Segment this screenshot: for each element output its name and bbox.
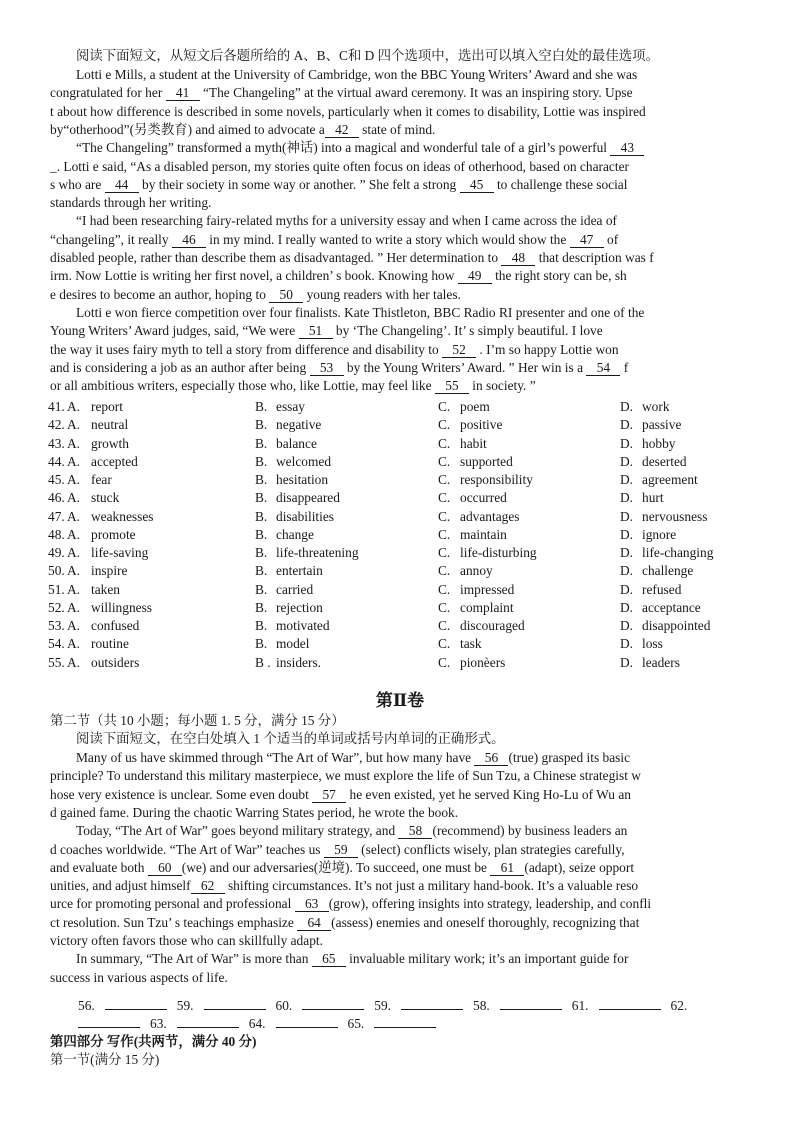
passage-text: ct resolution. Sun Tzu’ s teachings emphasize — [50, 914, 298, 930]
answer-number: 59. — [374, 998, 391, 1013]
blank-58[interactable]: 58 — [398, 824, 432, 839]
option-d-text[interactable]: deserted — [642, 453, 687, 469]
passage-text: or all ambitious writers, especially those who, like Lottie, may feel like — [50, 378, 435, 394]
passage-text: (grow), offering insights into strategy, leadership, and confli — [328, 896, 652, 912]
option-a-text[interactable]: fear — [91, 472, 112, 487]
passage-line — [50, 969, 750, 987]
passage-text: by the Young Writers’ Award. ” Her win is a — [343, 359, 587, 375]
passage-line — [76, 304, 750, 322]
section4-heading: 第四部分 写作(共两节，满分 40 分) — [50, 1034, 257, 1049]
passage-text: of — [603, 231, 619, 247]
option-b-text[interactable]: motivated — [276, 618, 330, 633]
option-a-label[interactable]: A. — [67, 417, 81, 433]
option-c-label[interactable]: C. — [438, 417, 451, 433]
blank-52[interactable]: 52 — [442, 343, 476, 358]
passage-text: (adapt), seize opport — [524, 859, 635, 875]
option-d-label[interactable]: D. — [620, 636, 634, 652]
question-number: 41. — [48, 399, 65, 414]
passage-line — [50, 895, 750, 913]
option-c-label[interactable]: C. — [438, 636, 451, 652]
answer-blank[interactable] — [500, 997, 562, 1010]
option-d-text[interactable]: acceptance — [642, 599, 701, 615]
passage-line — [50, 194, 750, 212]
answer-line-1 — [78, 997, 687, 1015]
option-d-label[interactable]: D. — [620, 417, 634, 433]
option-c-label[interactable]: C. — [438, 472, 451, 487]
passage-text: d gained fame. During the chaotic Warring States period, he wrote the book. — [50, 804, 459, 820]
passage-text: and evaluate both — [50, 859, 148, 875]
passage-text: Lotti e won fierce competition over four finalists. Kate Thistleton, BBC Radio RI presenter and one of the — [76, 304, 645, 320]
answer-number: 60. — [275, 998, 293, 1013]
option-b-text[interactable]: model — [276, 636, 310, 652]
option-a-text[interactable]: report — [91, 399, 123, 414]
section2-instruction: 阅读下面短文，在空白处填入 1 个适当的单词或括号内单词的正确形式。 — [76, 731, 505, 746]
option-c-text[interactable]: advantages — [460, 508, 520, 524]
option-d-text[interactable]: hobby — [642, 435, 676, 451]
option-c-label[interactable]: C. — [438, 581, 451, 597]
option-a-text[interactable]: neutral — [91, 417, 129, 433]
option-b-label[interactable]: B. — [255, 618, 268, 633]
blank-62[interactable]: 62 — [191, 879, 225, 894]
option-c-text[interactable]: responsibility — [460, 472, 533, 487]
passage-text: congratulated for her — [50, 85, 166, 101]
section1-instruction: 阅读下面短文，从短文后各题所给的 A、B、C和 D 四个选项中，选出可以填入空白处的最佳选项。 — [76, 48, 659, 63]
option-c-text[interactable]: task — [460, 636, 482, 652]
passage-line — [50, 859, 750, 877]
option-c-text[interactable]: impressed — [460, 581, 515, 597]
passage-text: invaluable military work; it’s an important guide for — [345, 951, 629, 967]
option-d-label[interactable]: D. — [620, 599, 634, 615]
passage-text: in society. ” — [468, 378, 536, 394]
passage-text: that description was f — [535, 250, 654, 265]
option-c-text[interactable]: habit — [460, 435, 487, 451]
option-d-label[interactable]: D. — [620, 508, 634, 524]
passage-line — [50, 877, 750, 895]
option-a-text[interactable]: growth — [91, 435, 129, 451]
blank-45[interactable]: 45 — [460, 178, 494, 193]
passage-text: “The Changeling” at the virtual award ceremony. It was an inspiring story. Upse — [199, 85, 633, 101]
option-b-label[interactable]: B. — [255, 399, 268, 414]
option-a-text[interactable]: inspire — [91, 563, 128, 579]
passage-text: “I had been researching fairy-related myths for a university essay and when I came across the idea of — [76, 213, 617, 229]
passage-line — [50, 158, 750, 176]
passage-line — [50, 231, 750, 249]
option-d-text[interactable]: passive — [642, 417, 682, 433]
option-c-text[interactable]: positive — [460, 417, 503, 433]
answer-blank[interactable] — [177, 1015, 239, 1028]
passage-text: (select) conflicts wisely, plan strategies carefully, — [357, 841, 625, 857]
option-b-label[interactable]: B. — [255, 490, 268, 506]
answer-number: 61. — [571, 998, 589, 1013]
option-a-text[interactable]: life-saving — [91, 545, 149, 560]
option-a-text[interactable]: accepted — [91, 453, 138, 469]
passage-line — [50, 914, 750, 932]
option-a-label[interactable]: A. — [67, 599, 81, 615]
blank-55[interactable]: 55 — [435, 379, 469, 394]
option-b-text[interactable]: balance — [276, 435, 317, 451]
option-d-text[interactable]: disappointed — [642, 618, 711, 633]
option-d-text[interactable]: work — [642, 399, 670, 414]
passage-text: standards through her writing. — [50, 195, 212, 211]
blank-47[interactable]: 47 — [570, 233, 604, 248]
passage-line — [50, 767, 750, 785]
question-number: 49. — [48, 545, 65, 560]
passage-text: hose very existence is unclear. Some even doubt — [50, 786, 313, 802]
passage-line — [50, 121, 750, 139]
option-a-label[interactable]: A. — [67, 508, 81, 524]
passage-text: shifting circumstances. It’s not just a military hand-book. It’s a valuable reso — [224, 878, 639, 894]
question-number: 50. — [48, 563, 65, 579]
blank-60[interactable]: 60 — [148, 861, 182, 876]
blank-46[interactable]: 46 — [172, 233, 206, 248]
option-b-text[interactable]: welcomed — [276, 453, 332, 469]
passage-text: t about how difference is described in some novels, particularly when it comes to disability, Lottie was inspired — [50, 103, 646, 119]
option-d-label[interactable]: D. — [620, 563, 634, 579]
answer-blank[interactable] — [374, 1015, 436, 1028]
option-a-text[interactable]: outsiders — [91, 654, 140, 670]
question-number: 47. — [48, 508, 65, 524]
option-a-text[interactable]: taken — [91, 581, 120, 597]
option-d-label[interactable]: D. — [620, 453, 634, 469]
passage-line — [50, 804, 750, 822]
blank-41[interactable]: 41 — [166, 86, 200, 101]
passage-text: Lotti e Mills, a student at the University of Cambridge, won the BBC Young Writers’ Award and she was — [76, 67, 638, 82]
question-number: 46. — [48, 490, 65, 506]
question-number: 44. — [48, 453, 65, 469]
option-b-text[interactable]: negative — [276, 417, 322, 433]
passage-line — [76, 822, 750, 840]
passage-line — [50, 359, 750, 377]
passage-text: the way it uses fairy myth to tell a story from difference and disability to — [50, 341, 443, 357]
option-b-label[interactable]: B . — [255, 654, 271, 670]
option-b-text[interactable]: disabilities — [276, 508, 335, 524]
blank-49[interactable]: 49 — [458, 269, 492, 284]
option-d-label[interactable]: D. — [620, 472, 634, 487]
option-d-text[interactable]: nervousness — [642, 508, 708, 524]
passage-text: d coaches worldwide. “The Art of War” teaches us — [50, 841, 324, 857]
option-b-text[interactable]: carried — [276, 581, 314, 597]
option-a-text[interactable]: stuck — [91, 490, 120, 506]
passage-line — [50, 249, 750, 267]
blank-63[interactable]: 63 — [295, 897, 329, 912]
question-number: 52. — [48, 599, 65, 615]
option-c-label[interactable]: C. — [438, 435, 451, 451]
question-number: 54. — [48, 636, 65, 652]
question-number: 53. — [48, 618, 65, 633]
option-c-label[interactable]: C. — [438, 599, 451, 615]
passage-text: (we) and our adversaries(逆境). To succeed, one must be — [181, 859, 491, 875]
passage-text: victory often favors those who can skillfully adapt. — [50, 933, 323, 948]
answer-blank[interactable] — [204, 997, 266, 1010]
option-b-label[interactable]: B. — [255, 581, 268, 597]
passage-line — [76, 950, 750, 968]
option-d-label[interactable]: D. — [620, 490, 634, 506]
passage-text: f — [620, 359, 629, 375]
passage-text: (true) grasped its basic — [508, 750, 631, 765]
option-c-text[interactable]: occurred — [460, 490, 507, 506]
answer-number: 63. — [150, 1016, 167, 1031]
option-a-label[interactable]: A. — [67, 618, 81, 633]
blank-56[interactable]: 56 — [474, 751, 508, 766]
option-c-label[interactable]: C. — [438, 545, 451, 560]
option-c-label[interactable]: C. — [438, 508, 451, 524]
passage-line — [76, 212, 750, 230]
passage-text: disabled people, rather than describe them as disadvantaged. ” Her determination to — [50, 250, 502, 265]
passage-text: by ‘The Changeling’. It’ s simply beautiful. I love — [332, 323, 603, 339]
option-a-label[interactable]: A. — [67, 472, 81, 487]
blank-48[interactable]: 48 — [501, 251, 535, 266]
option-a-text[interactable]: promote — [91, 526, 136, 542]
option-d-label[interactable]: D. — [620, 435, 634, 451]
option-d-label[interactable]: D. — [620, 545, 634, 560]
option-b-label[interactable]: B. — [255, 636, 268, 652]
passage-text: young readers with her tales. — [303, 286, 461, 302]
blank-65[interactable]: 65 — [312, 952, 346, 967]
passage-text: the right story can be, sh — [491, 268, 627, 284]
passage-text: and is considering a job as an author after being — [50, 359, 310, 375]
answer-blank[interactable] — [599, 997, 661, 1010]
passage-text: he even existed, yet he served King Ho-Lu of Wu an — [346, 786, 631, 802]
passage-text: (assess) enemies and oneself thoroughly, recognizing that — [331, 914, 640, 930]
option-a-label[interactable]: A. — [67, 526, 81, 542]
passage-text: state of mind. — [358, 121, 436, 137]
passage-text: _. Lotti e said, “As a disabled person, my stories quite often focus on ideas of otherhood, based on character — [50, 158, 629, 174]
option-b-text[interactable]: entertain — [276, 563, 323, 579]
option-c-text[interactable]: pionèers — [460, 654, 506, 670]
passage-line — [76, 139, 750, 157]
passage-line — [50, 932, 750, 950]
option-b-text[interactable]: rejection — [276, 599, 323, 615]
passage-text: “changeling”, it really — [50, 231, 172, 247]
option-c-text[interactable]: life-disturbing — [460, 545, 537, 560]
option-c-text[interactable]: maintain — [460, 526, 507, 542]
passage-line — [50, 103, 750, 121]
option-b-text[interactable]: change — [276, 526, 314, 542]
answer-number: 65. — [347, 1016, 365, 1031]
passage-text: irm. Now Lottie is writing her first novel, a children’ s book. Knowing how — [50, 268, 458, 284]
passage-line — [50, 267, 750, 285]
option-a-text[interactable]: confused — [91, 618, 140, 633]
option-b-label[interactable]: B. — [255, 508, 268, 524]
option-b-label[interactable]: B. — [255, 417, 268, 433]
answer-blank[interactable] — [302, 997, 364, 1010]
option-d-text[interactable]: challenge — [642, 563, 694, 579]
passage-text: “The Changeling” transformed a myth(神话) into a magical and wonderful tale of a girl’s powerful — [76, 140, 611, 156]
option-d-label[interactable]: D. — [620, 526, 634, 542]
option-b-label[interactable]: B. — [255, 545, 268, 560]
blank-43[interactable]: 43 — [610, 141, 644, 156]
passage-line — [76, 749, 750, 767]
question-number: 42. — [48, 417, 65, 433]
option-b-label[interactable]: B. — [255, 435, 268, 451]
question-number: 55. — [48, 654, 65, 670]
blank-50[interactable]: 50 — [269, 288, 303, 303]
option-b-text[interactable]: essay — [276, 399, 306, 414]
option-b-text[interactable]: insiders. — [276, 654, 322, 670]
answer-blank[interactable] — [78, 1015, 140, 1028]
option-c-text[interactable]: poem — [460, 399, 490, 414]
blank-54[interactable]: 54 — [586, 361, 620, 376]
answer-number: 58. — [473, 998, 490, 1013]
question-number: 45. — [48, 472, 65, 487]
answer-number: 62. — [670, 998, 688, 1013]
option-a-label[interactable]: A. — [67, 490, 81, 506]
answer-line-2 — [78, 1015, 446, 1033]
option-c-label[interactable]: C. — [438, 526, 451, 542]
passage-text: Young Writers’ Award judges, said, “We were — [50, 323, 299, 339]
passage-text: by“otherhood”(另类教育) and aimed to advocate a — [50, 121, 325, 137]
option-b-text[interactable]: life-threatening — [276, 545, 359, 560]
option-a-label[interactable]: A. — [67, 636, 81, 652]
passage-line — [50, 84, 750, 102]
option-d-text[interactable]: loss — [642, 636, 663, 652]
option-c-label[interactable]: C. — [438, 618, 451, 633]
answer-number: 64. — [248, 1016, 266, 1031]
option-a-label[interactable]: A. — [67, 654, 81, 670]
option-b-text[interactable]: hesitation — [276, 472, 329, 487]
option-a-label[interactable]: A. — [67, 453, 81, 469]
option-b-label[interactable]: B. — [255, 599, 268, 615]
option-c-text[interactable]: supported — [460, 453, 513, 469]
option-c-label[interactable]: C. — [438, 490, 451, 506]
passage-line — [50, 341, 750, 359]
passage-line — [50, 176, 750, 194]
section2-heading: 第二节（共 10 小题；每小题 1. 5 分，满分 15 分） — [50, 713, 345, 728]
passage-text: s who are — [50, 176, 105, 192]
option-b-label[interactable]: B. — [255, 453, 268, 469]
option-c-label[interactable]: C. — [438, 563, 451, 579]
passage-line — [50, 786, 750, 804]
blank-44[interactable]: 44 — [105, 178, 139, 193]
option-d-label[interactable]: D. — [620, 654, 634, 670]
option-d-label[interactable]: D. — [620, 399, 634, 414]
volume-title: 第Ⅱ卷 — [375, 691, 425, 710]
option-a-label[interactable]: A. — [67, 581, 81, 597]
answer-number: 59. — [176, 998, 194, 1013]
option-c-text[interactable]: annoy — [460, 563, 493, 579]
passage-line — [76, 66, 750, 84]
option-a-label[interactable]: A. — [67, 399, 81, 414]
option-c-text[interactable]: discouraged — [460, 618, 525, 633]
passage-line — [50, 841, 750, 859]
option-d-text[interactable]: agreement — [642, 472, 698, 487]
option-d-text[interactable]: life-changing — [642, 545, 714, 560]
option-a-label[interactable]: A. — [67, 545, 81, 560]
passage-text: (recommend) by business leaders an — [432, 823, 628, 839]
option-d-label[interactable]: D. — [620, 581, 634, 597]
passage-text: Many of us have skimmed through “The Art of War”, but how many have — [76, 750, 475, 765]
passage-line — [50, 377, 750, 395]
option-c-label[interactable]: C. — [438, 399, 451, 414]
section4-subheading: 第一节(满分 15 分) — [50, 1052, 160, 1067]
blank-61[interactable]: 61 — [490, 861, 524, 876]
question-number: 43. — [48, 435, 65, 451]
passage-line — [50, 286, 750, 304]
option-c-text[interactable]: complaint — [460, 599, 514, 615]
option-b-text[interactable]: disappeared — [276, 490, 340, 506]
passage-text: urce for promoting personal and professional — [50, 896, 295, 912]
passage-text: . I’m so happy Lottie won — [476, 341, 619, 357]
option-a-label[interactable]: A. — [67, 435, 81, 451]
passage-text: principle? To understand this military masterpiece, we must explore the life of Sun Tzu, a Chinese strategist w — [50, 768, 641, 784]
passage-text: in my mind. I really wanted to write a story which would show the — [205, 231, 570, 247]
blank-51[interactable]: 51 — [299, 324, 333, 339]
blank-64[interactable]: 64 — [297, 916, 331, 931]
blank-42[interactable]: 42 — [325, 123, 359, 138]
option-a-label[interactable]: A. — [67, 563, 81, 579]
answer-blank[interactable] — [401, 997, 463, 1010]
question-number: 51. — [48, 581, 65, 597]
answer-blank[interactable] — [105, 997, 167, 1010]
option-d-text[interactable]: refused — [642, 581, 682, 597]
blank-57[interactable]: 57 — [312, 788, 346, 803]
answer-number: 56. — [78, 998, 95, 1013]
option-d-text[interactable]: hurt — [642, 490, 664, 506]
question-number: 48. — [48, 526, 65, 542]
passage-line — [50, 322, 750, 340]
option-a-text[interactable]: routine — [91, 636, 129, 652]
passage-text: In summary, “The Art of War” is more than — [76, 951, 312, 967]
passage-text: unities, and adjust himself — [50, 878, 191, 894]
passage-text: by their society in some way or another. ” She felt a strong — [138, 176, 460, 192]
answer-blank[interactable] — [276, 1015, 338, 1028]
option-d-text[interactable]: ignore — [642, 526, 677, 542]
option-d-text[interactable]: leaders — [642, 654, 680, 670]
option-a-text[interactable]: weaknesses — [91, 508, 154, 524]
option-b-label[interactable]: B. — [255, 563, 268, 579]
option-c-label[interactable]: C. — [438, 453, 451, 469]
option-c-label[interactable]: C. — [438, 654, 451, 670]
passage-text: to challenge these social — [493, 176, 628, 192]
passage-text: Today, “The Art of War” goes beyond military strategy, and — [76, 823, 399, 839]
option-b-label[interactable]: B. — [255, 526, 268, 542]
passage-text: success in various aspects of life. — [50, 969, 228, 985]
option-d-label[interactable]: D. — [620, 618, 634, 633]
blank-53[interactable]: 53 — [310, 361, 344, 376]
option-a-text[interactable]: willingness — [91, 599, 153, 615]
passage-text: e desires to become an author, hoping to — [50, 286, 270, 302]
blank-59[interactable]: 59 — [324, 843, 358, 858]
option-b-label[interactable]: B. — [255, 472, 268, 487]
